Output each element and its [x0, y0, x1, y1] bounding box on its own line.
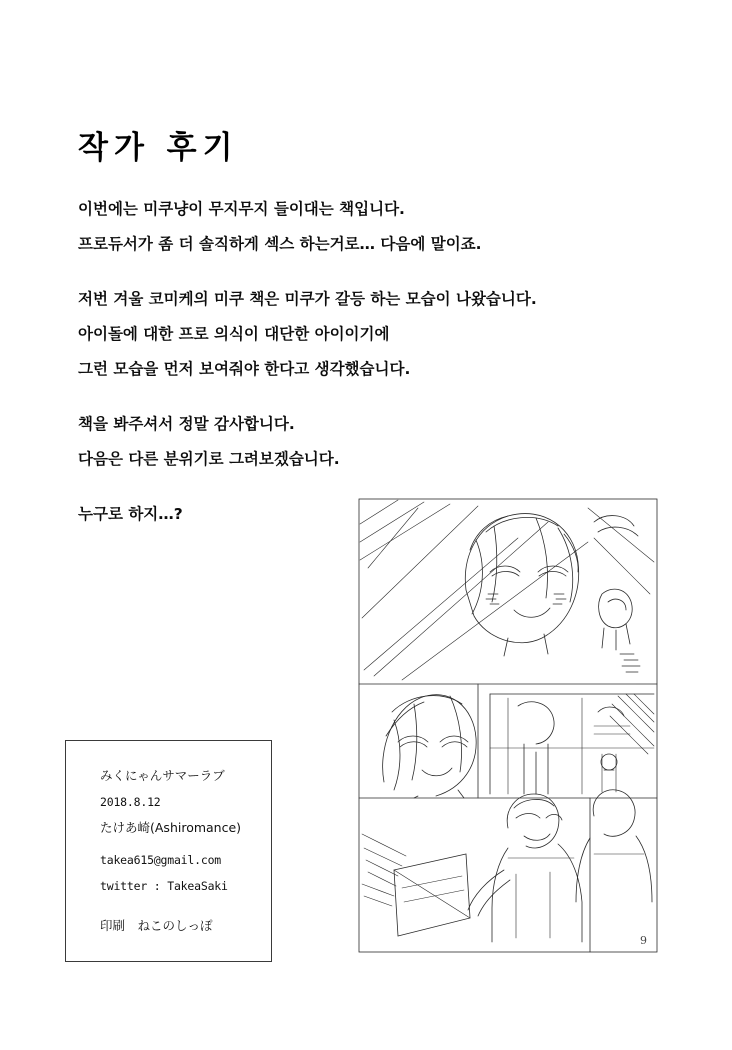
colophon-content [100, 763, 263, 939]
illustration-sketch [358, 498, 658, 953]
illustration-page-number: 9 [640, 934, 647, 947]
body-line: 다음은 다른 분위기로 그려보겠습니다. [78, 450, 340, 468]
paragraph-gap [78, 477, 618, 497]
body-line: 아이돌에 대한 프로 의식이 대단한 아이이기에 [78, 325, 390, 343]
body-line: 저번 겨울 코미케의 미쿠 책은 미쿠가 갈등 하는 모습이 나왔습니다. [78, 290, 537, 308]
paragraph-gap [78, 262, 618, 282]
colophon-date: 2018.8.12 [100, 795, 161, 809]
body-line: 그런 모습을 먼저 보여줘야 한다고 생각했습니다. [78, 360, 411, 378]
body-line: 이번에는 미쿠냥이 무지무지 들이대는 책입니다. [78, 200, 405, 218]
colophon-author: たけあ崎(Ashiromance) [100, 820, 242, 835]
colophon-printer: 印刷 ねこのしっぽ [100, 918, 213, 933]
afterword-body [78, 192, 618, 532]
colophon-box [65, 740, 272, 962]
colophon-twitter: twitter : TakeaSaki [100, 879, 228, 893]
body-line: 프로듀서가 좀 더 솔직하게 섹스 하는거로… 다음에 말이죠. [78, 235, 482, 253]
page-title: 작가 후기 [78, 130, 239, 166]
body-line: 책을 봐주셔서 정말 감사합니다. [78, 415, 295, 433]
colophon-email: takea615@gmail.com [100, 853, 222, 867]
colophon-book-title: みくにゃんサマーラブ [100, 768, 225, 783]
paragraph-gap [78, 387, 618, 407]
body-line: 누구로 하지…? [78, 505, 183, 523]
